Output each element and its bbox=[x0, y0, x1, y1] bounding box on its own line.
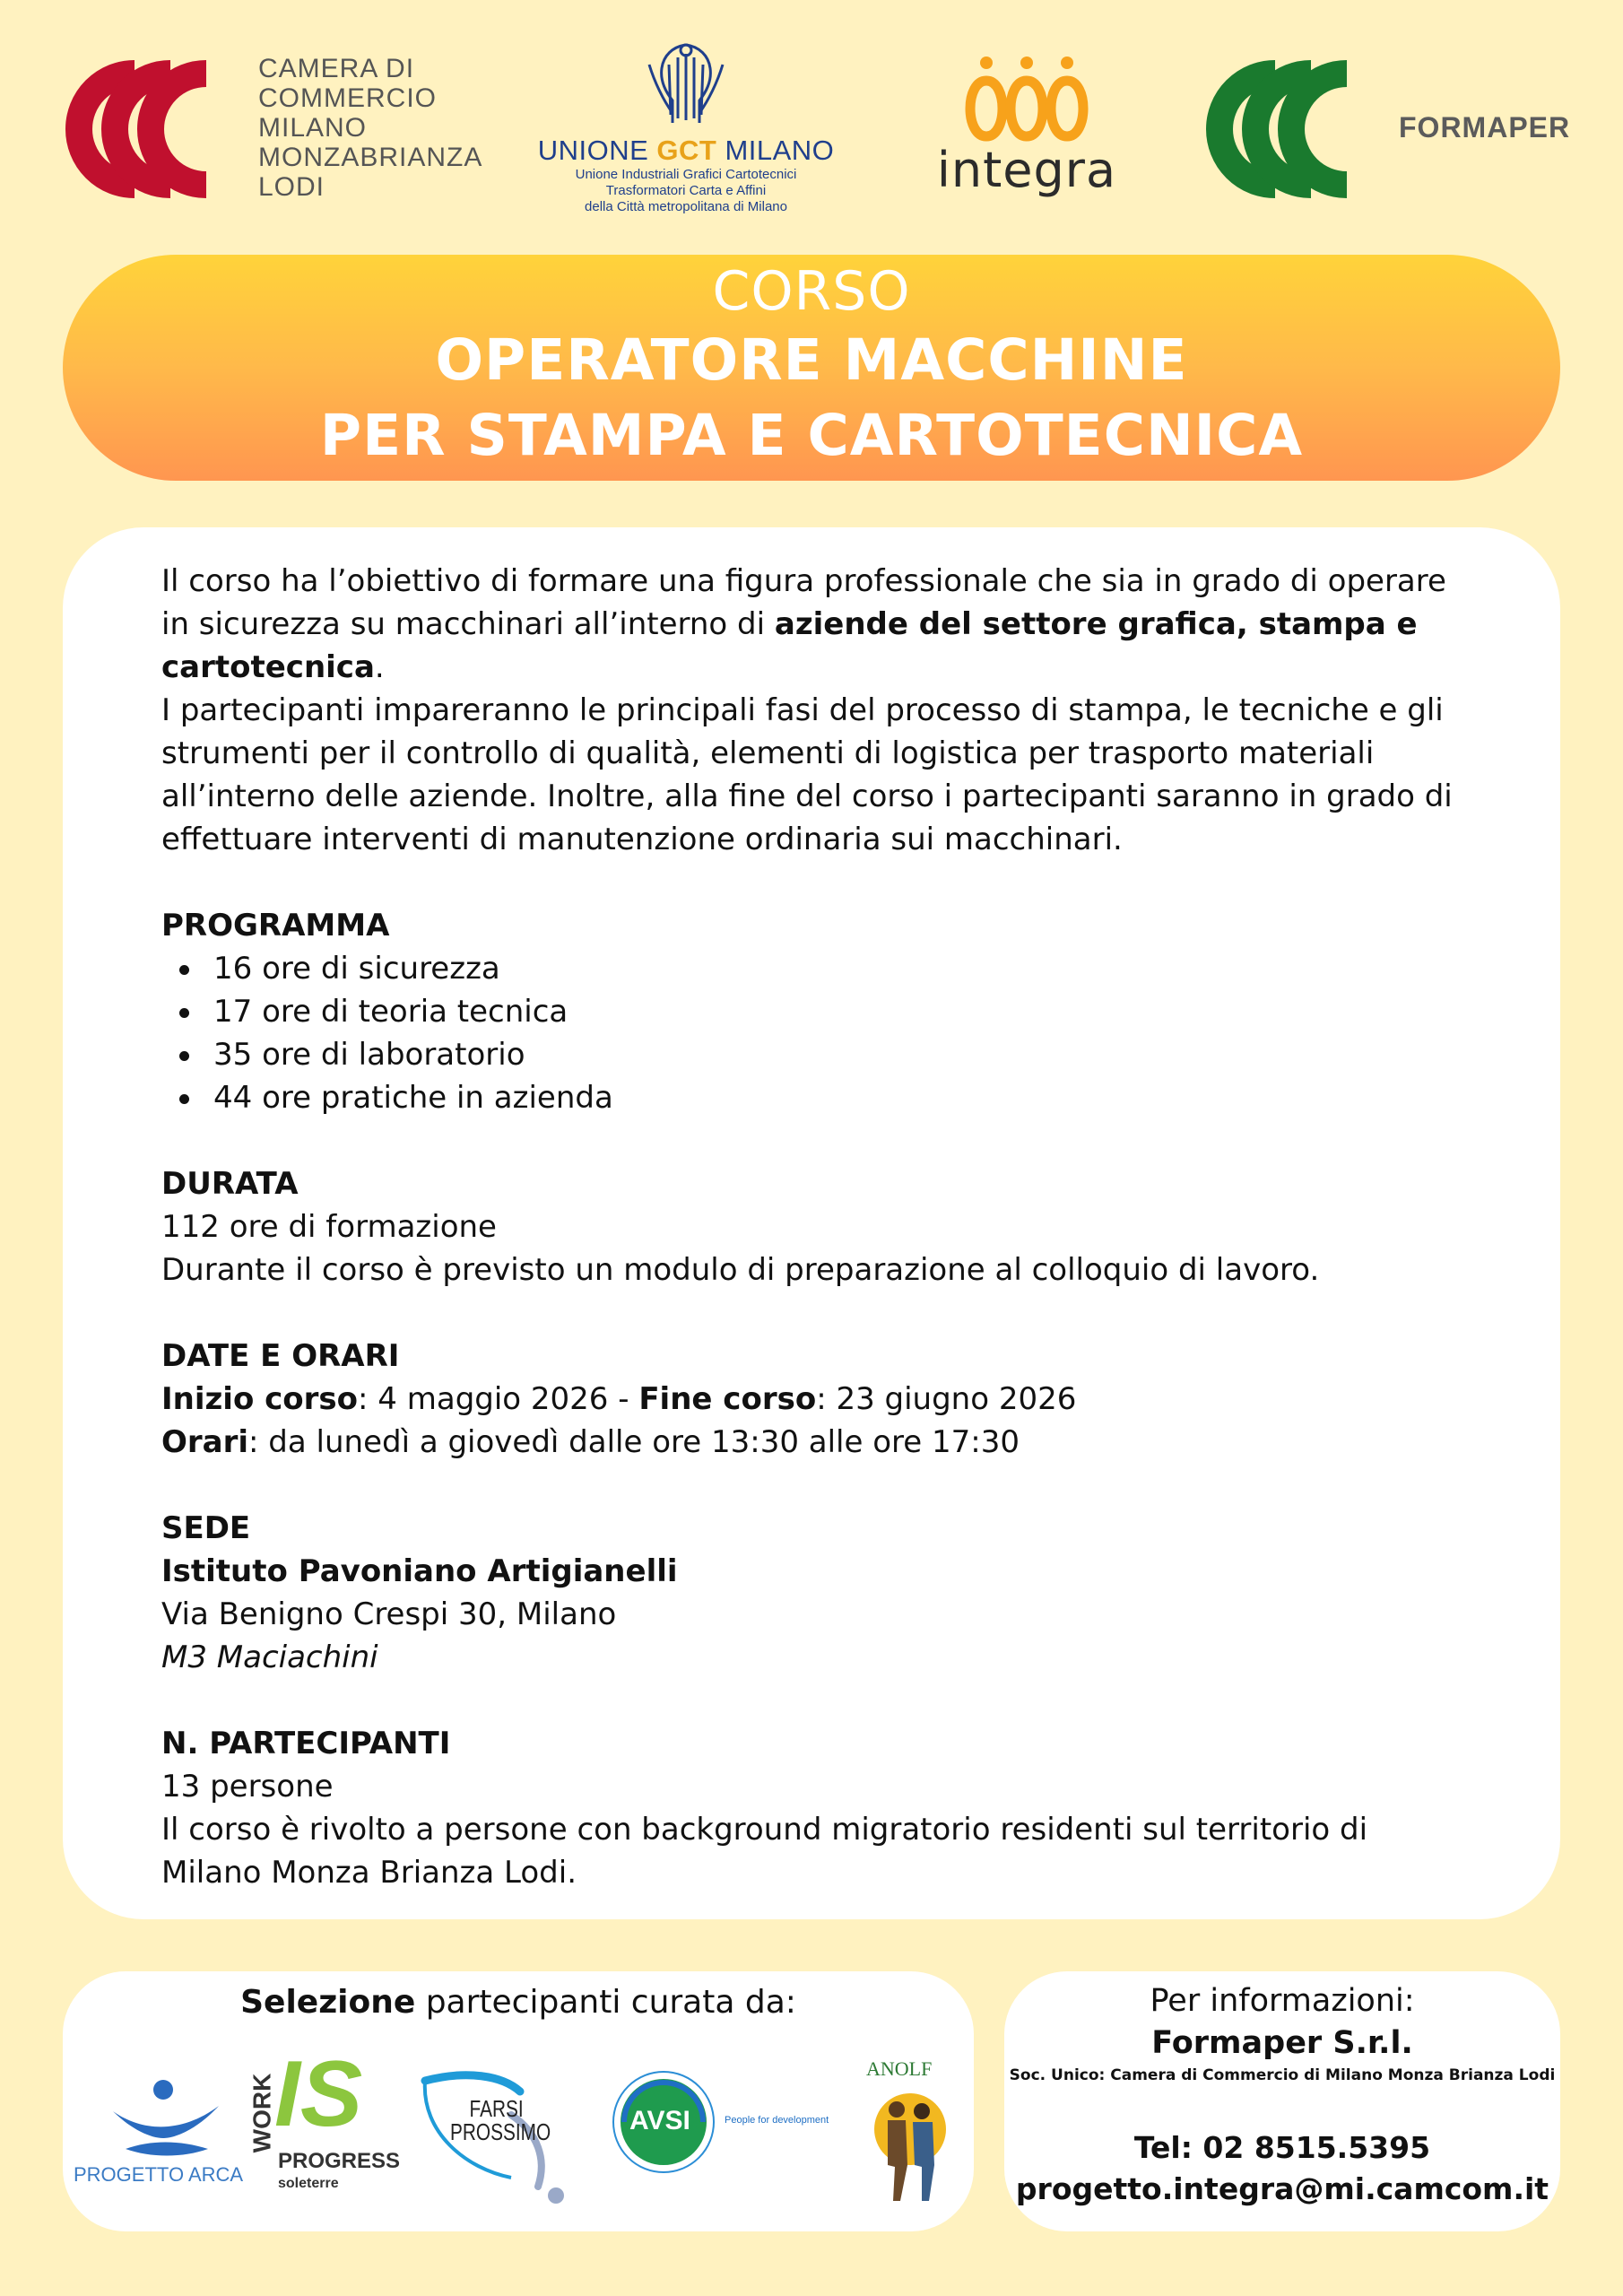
progetto-arca-label: PROGETTO ARCA bbox=[74, 2163, 244, 2186]
partecipanti-count: 13 persone bbox=[161, 1769, 334, 1805]
intro-paragraph-1: Il corso ha l’obiettivo di formare una figura professionale che sia in grado di operare in sicurezza su macchinari all’interno di aziende del settore grafica, stampa e cartotecnica. bbox=[161, 563, 1446, 685]
course-details-card bbox=[63, 527, 1560, 1919]
programma-heading: PROGRAMMA bbox=[161, 908, 390, 944]
camera-commercio-logo-icon bbox=[61, 57, 222, 201]
partecipanti-section bbox=[161, 1722, 1462, 1894]
list-item: 44 ore pratiche in azienda bbox=[161, 1076, 1462, 1119]
prossimo-label: PROSSIMO bbox=[450, 2118, 551, 2145]
anolf-logo bbox=[861, 2057, 959, 2228]
banner-title-line-2: PER STAMPA E CARTOTECNICA bbox=[319, 403, 1304, 468]
formaper-logo-icon bbox=[1202, 57, 1363, 201]
integra-figures-icon bbox=[950, 54, 1103, 144]
selection-title: Selezione partecipanti curata da: bbox=[240, 1984, 796, 2021]
work-is-progress-logo bbox=[247, 2042, 401, 2230]
list-item: 16 ore di sicurezza bbox=[161, 947, 1462, 990]
list-item: 17 ore di teoria tecnica bbox=[161, 990, 1462, 1033]
unione-gct-logo bbox=[529, 38, 843, 215]
banner-title-line-1: OPERATORE MACCHINE bbox=[435, 327, 1188, 393]
contact-info-box bbox=[1004, 1971, 1560, 2231]
list-item: 35 ore di laboratorio bbox=[161, 1033, 1462, 1076]
avsi-label: AVSI bbox=[629, 2106, 690, 2135]
sede-section bbox=[161, 1507, 1462, 1679]
progress-label: PROGRESS bbox=[278, 2149, 401, 2173]
avsi-tagline: People for development bbox=[725, 2115, 829, 2126]
intro-paragraph-2: I partecipanti impareranno le principali fasi del processo di stampa, le tecniche e gli strumenti per il controllo di qualità, elementi di logistica per trasporto materiali all’interno delle aziende. Inoltre, alla fine del corso i partecipanti saranno in grado di effettuare interventi di manutenzione ordinaria sui macchinari. bbox=[161, 692, 1453, 857]
durata-note: Durante il corso è previsto un modulo di preparazione al colloquio di lavoro. bbox=[161, 1252, 1320, 1288]
progetto-arca-figure-icon bbox=[108, 2079, 224, 2160]
camera-commercio-name: CAMERA DI COMMERCIO MILANO MONZABRIANZA LODI bbox=[258, 54, 483, 202]
farsi-label: FARSI bbox=[469, 2095, 524, 2122]
gct-subtitle-2: Trasformatori Carta e Affini bbox=[605, 183, 767, 198]
eagle-icon bbox=[637, 38, 735, 127]
info-company: Formaper S.r.l. bbox=[1151, 2025, 1413, 2061]
info-company-note: Soc. Unico: Camera di Commercio di Milano Monza Brianza Lodi bbox=[1009, 2066, 1556, 2084]
programma-list bbox=[161, 947, 1462, 1119]
gct-name: UNIONE GCT MILANO bbox=[537, 135, 835, 166]
work-label: WORK bbox=[247, 2073, 276, 2153]
anolf-label: ANOLF bbox=[866, 2057, 933, 2080]
info-phone[interactable]: Tel: 02 8515.5395 bbox=[1133, 2130, 1431, 2165]
info-label: Per informazioni: bbox=[1150, 1983, 1415, 2019]
info-email[interactable]: progetto.integra@mi.camcom.it bbox=[1015, 2171, 1549, 2206]
sede-heading: SEDE bbox=[161, 1510, 251, 1546]
integra-word: integra bbox=[936, 142, 1117, 198]
progetto-arca-logo bbox=[63, 1971, 269, 2231]
durata-section bbox=[161, 1162, 1462, 1292]
selection-partners-box bbox=[63, 1971, 974, 2231]
sede-metro: M3 Maciachini bbox=[161, 1639, 378, 1675]
is-label: IS bbox=[274, 2042, 363, 2146]
gct-subtitle-3: della Città metropolitana di Milano bbox=[585, 199, 787, 214]
durata-heading: DURATA bbox=[161, 1166, 299, 1202]
integra-logo bbox=[924, 54, 1130, 198]
banner-kicker: CORSO bbox=[712, 260, 911, 323]
date-section bbox=[161, 1335, 1462, 1464]
date-start-end: Inizio corso: 4 maggio 2026 - Fine corso: 23 giugno 2026 bbox=[161, 1381, 1077, 1417]
durata-hours: 112 ore di formazione bbox=[161, 1209, 497, 1245]
avsi-logo bbox=[610, 2068, 843, 2221]
partecipanti-target: Il corso è rivolto a persone con background migratorio residenti sul territorio di Milano Monza Brianza Lodi. bbox=[161, 1812, 1368, 1891]
course-title-banner bbox=[63, 255, 1560, 481]
soleterre-label: soleterre bbox=[278, 2176, 339, 2191]
partner-logos-header bbox=[0, 0, 1623, 233]
sede-address: Via Benigno Crespi 30, Milano bbox=[161, 1596, 617, 1632]
gct-subtitle-1: Unione Industriali Grafici Cartotecnici bbox=[575, 167, 797, 182]
programma-section bbox=[161, 904, 1462, 1119]
date-heading: DATE E ORARI bbox=[161, 1338, 400, 1374]
sede-name: Istituto Pavoniano Artigianelli bbox=[161, 1553, 678, 1589]
anolf-people-icon bbox=[861, 2084, 959, 2210]
farsi-prossimo-logo bbox=[412, 2061, 574, 2222]
date-hours: Orari: da lunedì a giovedì dalle ore 13:30 alle ore 17:30 bbox=[161, 1424, 1020, 1460]
partecipanti-heading: N. PARTECIPANTI bbox=[161, 1726, 451, 1761]
formaper-label: FORMAPER bbox=[1399, 111, 1571, 144]
